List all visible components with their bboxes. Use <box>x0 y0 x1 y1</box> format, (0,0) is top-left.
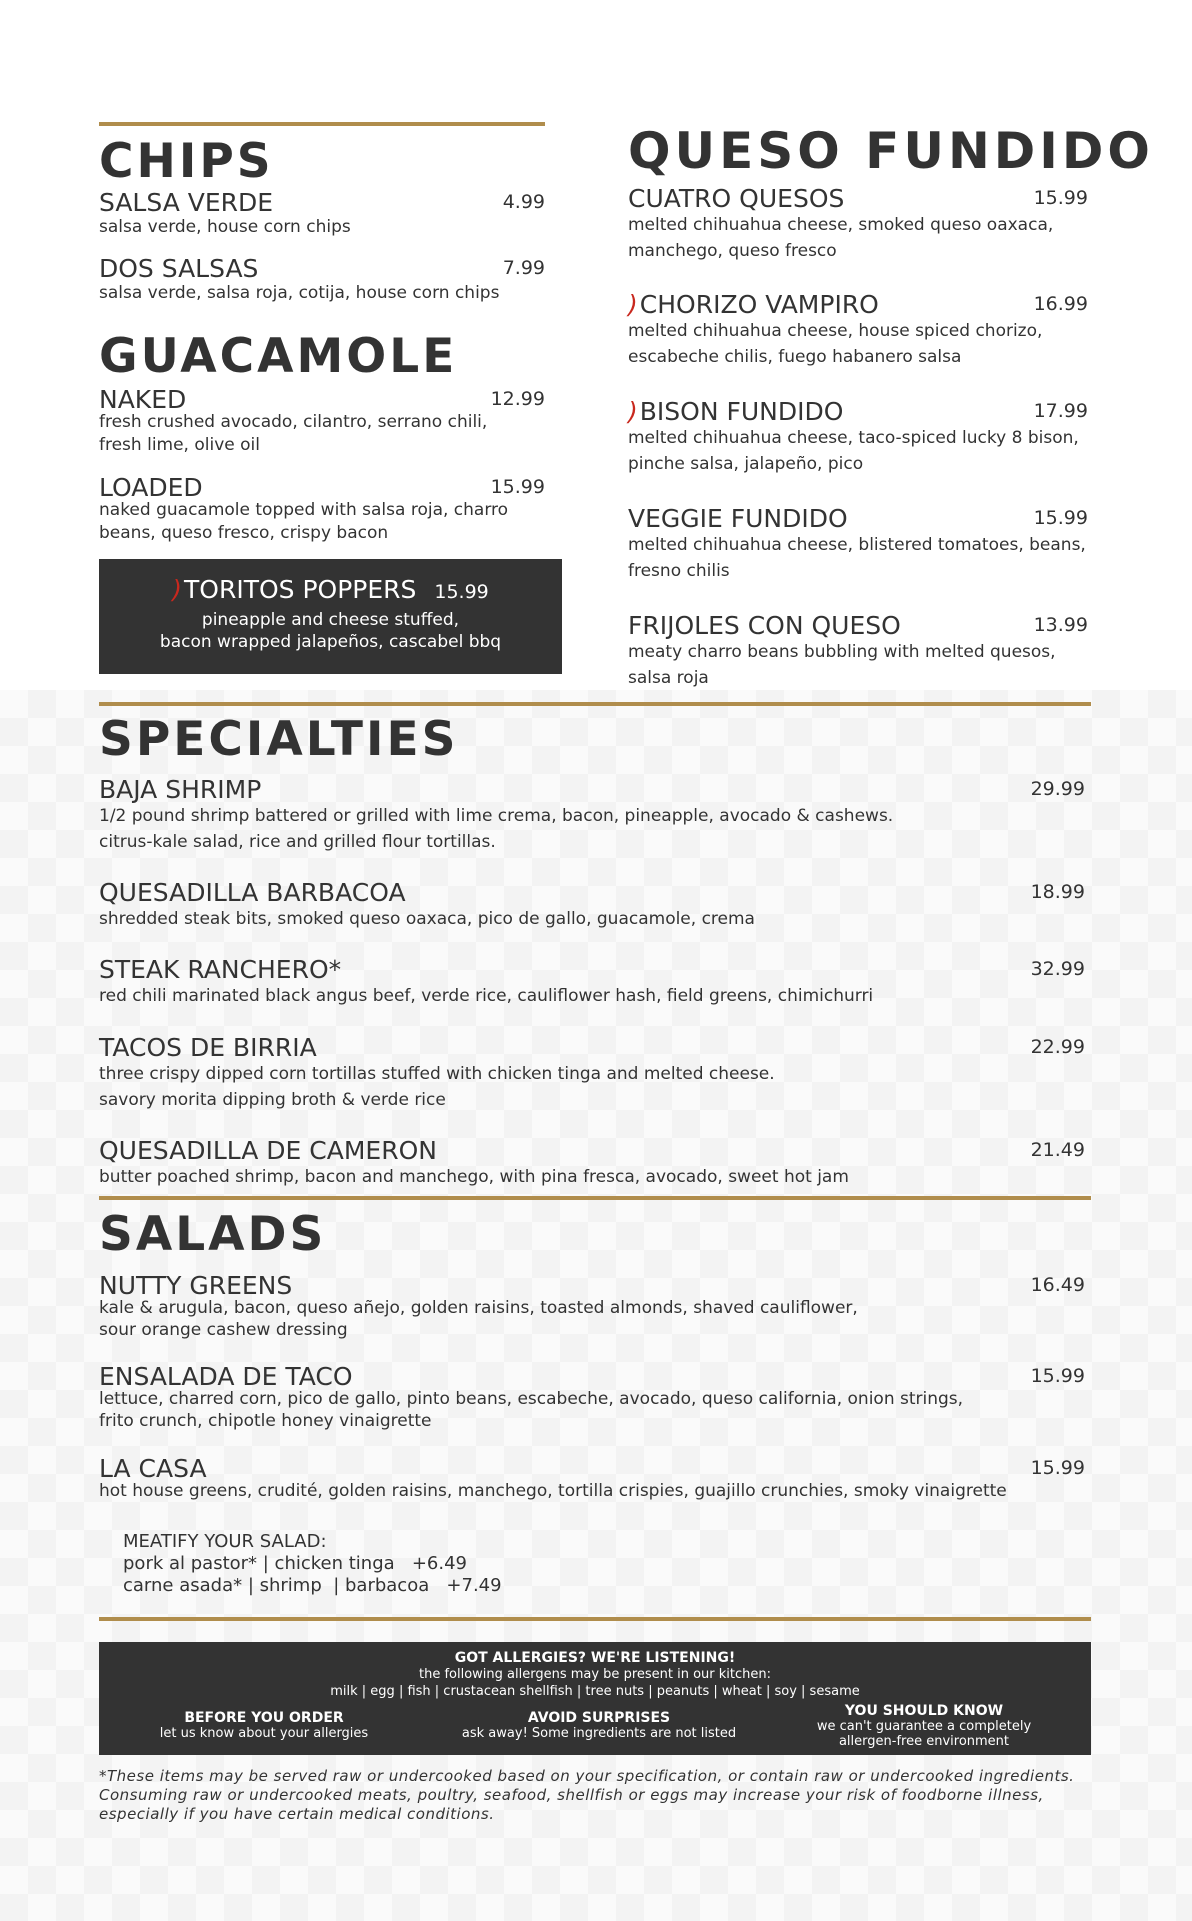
item-description-line2: citrus-kale salad, rice and grilled flour tortillas. <box>99 832 496 852</box>
item-name: SALSA VERDE <box>99 188 274 217</box>
col-text-line1: we can't guarantee a completely <box>816 1719 1032 1734</box>
item-name-row <box>628 290 1088 320</box>
item-name-row <box>628 397 1088 427</box>
item-price: 7.99 <box>502 257 545 279</box>
item-name: CUATRO QUESOS <box>628 184 845 213</box>
menu-item-chorizo-vampiro <box>628 290 1088 370</box>
disclaimer-line3: especially if you have certain medical conditions. <box>99 1805 495 1823</box>
allergy-col-you-should-know <box>789 1703 1059 1749</box>
item-price: 22.99 <box>1030 1036 1085 1058</box>
menu-item-baja-shrimp <box>99 775 1085 855</box>
item-name: LA CASA <box>99 1454 207 1483</box>
item-description-line1: 1/2 pound shrimp battered or grilled with lime crema, bacon, pineapple, avocado & cashews. <box>99 806 894 826</box>
item-description-line2: savory morita dipping broth & verde rice <box>99 1090 446 1110</box>
item-name: FRIJOLES CON QUESO <box>628 611 901 640</box>
item-name: STEAK RANCHERO* <box>99 955 342 984</box>
chili-pepper-icon: ) <box>628 290 638 319</box>
item-name: ENSALADA DE TACO <box>99 1362 353 1391</box>
item-price: 21.49 <box>1030 1139 1085 1161</box>
item-price: 18.99 <box>1030 881 1085 903</box>
menu-item-nutty-greens <box>99 1271 1085 1341</box>
item-description: melted chihuahua cheese, house spiced chorizo, escabeche chilis, fuego habanero salsa <box>628 321 1043 367</box>
item-price: 16.99 <box>1033 293 1088 315</box>
item-description: melted chihuahua cheese, taco-spiced lucky 8 bison, pinche salsa, jalapeño, pico <box>628 428 1079 474</box>
item-description-line1: lettuce, charred corn, pico de gallo, pinto beans, escabeche, avocado, queso california, onion strings, <box>99 1389 964 1409</box>
chips-top-rule <box>99 122 545 126</box>
menu-item-ensalada-de-taco <box>99 1362 1085 1432</box>
disclaimer-line1: *These items may be served raw or undercooked based on your specification, or contain raw or undercooked ingredients. <box>99 1767 1075 1785</box>
guacamole-heading: GUACAMOLE <box>99 329 458 384</box>
item-description: naked guacamole topped with salsa roja, charro beans, queso fresco, crispy bacon <box>99 500 509 543</box>
item-description: melted chihuahua cheese, blistered tomatoes, beans, fresno chilis <box>628 535 1086 581</box>
col-title: YOU SHOULD KNOW <box>844 1703 1004 1719</box>
menu-item-quesadilla-de-cameron <box>99 1136 1085 1190</box>
item-description-line1: three crispy dipped corn tortillas stuffed with chicken tinga and melted cheese. <box>99 1064 775 1084</box>
menu-item-steak-ranchero <box>99 955 1085 1009</box>
menu-item-naked <box>99 385 545 457</box>
chili-pepper-icon: ) <box>628 397 638 426</box>
allergies-subtitle: the following allergens may be present in our kitchen: <box>418 1667 772 1682</box>
item-price: 15.99 <box>1030 1365 1085 1387</box>
poppers-desc-line1: pineapple and cheese stuffed, <box>201 610 460 630</box>
item-name: TACOS DE BIRRIA <box>99 1033 317 1062</box>
item-price: 13.99 <box>1033 614 1088 636</box>
col-title: BEFORE YOU ORDER <box>184 1710 344 1726</box>
item-price: 15.99 <box>490 476 545 498</box>
allergies-title: GOT ALLERGIES? WE'RE LISTENING! <box>454 1650 736 1666</box>
poppers-title-line <box>99 575 562 604</box>
salads-heading: SALADS <box>99 1207 327 1262</box>
meatify-block <box>123 1531 502 1597</box>
raw-food-disclaimer <box>99 1767 1091 1824</box>
item-description: melted chihuahua cheese, smoked queso oaxaca, manchego, queso fresco <box>628 215 1054 261</box>
item-description-line1: red chili marinated black angus beef, verde rice, cauliflower hash, field greens, chimichurri <box>99 986 874 1006</box>
item-description-line1: hot house greens, crudité, golden raisins, manchego, tortilla crispies, guajillo crunchies, smoky vinaigrette <box>99 1481 1007 1501</box>
item-description-line2: frito crunch, chipotle honey vinaigrette <box>99 1411 432 1431</box>
poppers-name: TORITOS POPPERS <box>184 575 417 604</box>
col-text: let us know about your allergies <box>159 1726 369 1741</box>
menu-item-frijoles-con-queso <box>628 611 1088 691</box>
item-description: salsa verde, salsa roja, cotija, house corn chips <box>99 283 500 303</box>
item-description-line1: kale & arugula, bacon, queso añejo, golden raisins, toasted almonds, shaved cauliflower, <box>99 1298 858 1318</box>
item-price: 15.99 <box>1033 507 1088 529</box>
menu-item-cuatro-quesos <box>628 184 1088 264</box>
menu-item-la-casa <box>99 1454 1085 1502</box>
menu-item-bison-fundido <box>628 397 1088 477</box>
item-description: fresh crushed avocado, cilantro, serrano chili, fresh lime, olive oil <box>99 412 488 455</box>
item-name: QUESADILLA BARBACOA <box>99 878 406 907</box>
item-name: VEGGIE FUNDIDO <box>628 504 848 533</box>
specialties-heading: SPECIALTIES <box>99 712 459 767</box>
item-name: BAJA SHRIMP <box>99 775 262 804</box>
salads-top-rule <box>99 1196 1091 1200</box>
chips-heading: CHIPS <box>99 134 274 189</box>
item-price: 16.49 <box>1030 1274 1085 1296</box>
allergies-box <box>99 1642 1091 1755</box>
poppers-price: 15.99 <box>434 581 489 603</box>
item-description-line1: shredded steak bits, smoked queso oaxaca, pico de gallo, guacamole, crema <box>99 909 755 929</box>
meatify-line1: pork al pastor* | chicken tinga +6.49 <box>123 1553 467 1574</box>
item-name: CHORIZO VAMPIRO <box>639 290 879 319</box>
specialties-top-rule <box>99 702 1091 706</box>
menu-item-tacos-de-birria <box>99 1033 1085 1113</box>
item-description-line1: butter poached shrimp, bacon and manchego, with pina fresca, avocado, sweet hot jam <box>99 1167 849 1187</box>
meatify-heading: MEATIFY YOUR SALAD: <box>123 1531 327 1552</box>
item-name: NUTTY GREENS <box>99 1271 293 1300</box>
menu-item-dos-salsas <box>99 254 545 306</box>
queso-heading: QUESO FUNDIDO <box>628 122 1154 180</box>
item-name: LOADED <box>99 473 203 502</box>
menu-item-veggie-fundido <box>628 504 1088 584</box>
item-name: BISON FUNDIDO <box>639 397 844 426</box>
allergy-col-avoid-surprises <box>439 1710 759 1741</box>
col-title: AVOID SURPRISES <box>527 1710 671 1726</box>
item-price: 15.99 <box>1030 1457 1085 1479</box>
item-price: 15.99 <box>1033 187 1088 209</box>
poppers-feature-box <box>99 559 562 674</box>
col-text-line2: allergen-free environment <box>838 1734 1010 1749</box>
menu-item-loaded <box>99 473 545 545</box>
allergy-col-before-order <box>139 1710 389 1741</box>
item-name: NAKED <box>99 385 187 414</box>
item-description: meaty charro beans bubbling with melted quesos, salsa roja <box>628 642 1056 688</box>
item-description: salsa verde, house corn chips <box>99 217 351 237</box>
item-price: 29.99 <box>1030 778 1085 800</box>
allergies-top-rule <box>99 1617 1091 1621</box>
poppers-desc-line2: bacon wrapped jalapeños, cascabel bbq <box>159 632 502 652</box>
allergens-list: milk | egg | fish | crustacean shellfish | tree nuts | peanuts | wheat | soy | sesame <box>330 1684 860 1699</box>
meatify-line2: carne asada* | shrimp | barbacoa +7.49 <box>123 1575 502 1596</box>
menu-item-salsa-verde <box>99 188 545 240</box>
col-text: ask away! Some ingredients are not listed <box>461 1726 737 1741</box>
item-name: DOS SALSAS <box>99 254 259 283</box>
menu-item-quesadilla-barbacoa <box>99 878 1085 932</box>
item-price: 4.99 <box>502 191 545 213</box>
item-price: 17.99 <box>1033 400 1088 422</box>
item-price: 12.99 <box>490 388 545 410</box>
chili-pepper-icon: ) <box>172 575 182 604</box>
item-name: QUESADILLA DE CAMERON <box>99 1136 437 1165</box>
item-description-line2: sour orange cashew dressing <box>99 1320 348 1340</box>
disclaimer-line2: Consuming raw or undercooked meats, poultry, seafood, shellfish or eggs may increase your risk of foodborne illness, <box>99 1786 1044 1804</box>
item-price: 32.99 <box>1030 958 1085 980</box>
